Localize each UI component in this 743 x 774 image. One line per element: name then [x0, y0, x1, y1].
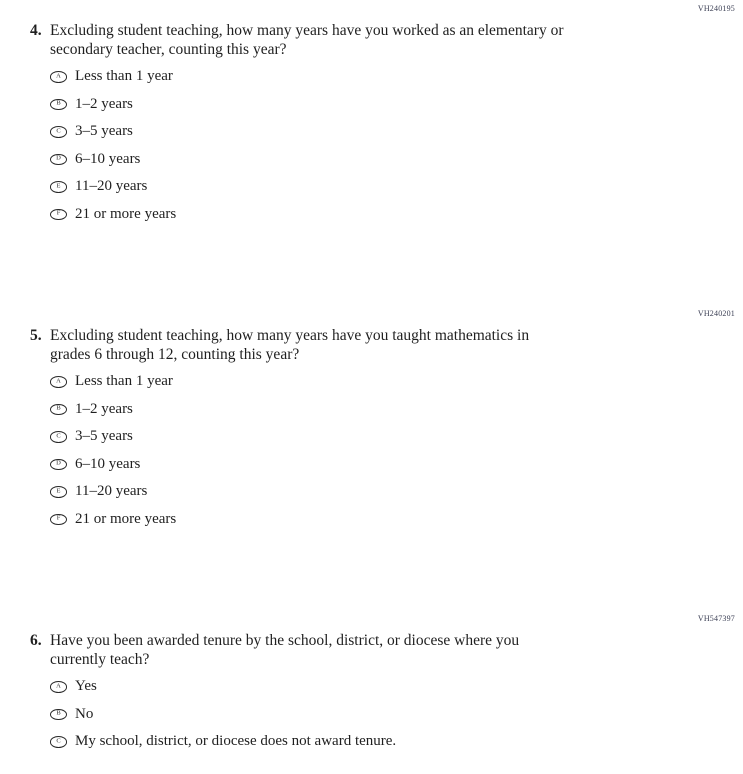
option-letter: C — [56, 127, 61, 134]
option-letter: A — [56, 72, 61, 79]
option-letter: A — [56, 682, 61, 689]
option-letter: F — [56, 209, 61, 217]
option-bubble-icon[interactable] — [50, 459, 67, 471]
answer-option[interactable] — [50, 173, 176, 201]
answer-option[interactable] — [50, 368, 176, 396]
option-label: 21 or more years — [75, 205, 177, 222]
answer-option[interactable] — [50, 146, 176, 174]
answer-option[interactable] — [50, 506, 176, 534]
answer-options — [50, 368, 176, 533]
answer-option[interactable] — [50, 396, 176, 424]
accession-code: VH240201 — [697, 309, 735, 318]
option-label: 6–10 years — [75, 455, 141, 472]
question-4 — [30, 21, 564, 59]
option-label: My school, district, or diocese does not award tenure. — [75, 733, 397, 750]
answer-option[interactable] — [50, 118, 176, 146]
answer-option[interactable] — [50, 478, 176, 506]
option-letter: B — [56, 709, 61, 717]
option-label: 1–2 years — [75, 95, 133, 112]
option-label: 3–5 years — [75, 428, 133, 445]
answer-option[interactable] — [50, 673, 396, 701]
answer-options — [50, 673, 396, 756]
option-bubble-icon[interactable] — [50, 709, 67, 721]
option-label: No — [75, 705, 94, 722]
question-number: 6. — [30, 632, 42, 649]
option-bubble-icon[interactable] — [50, 209, 67, 221]
option-label: Less than 1 year — [75, 68, 173, 85]
question-5 — [30, 326, 529, 364]
option-letter: B — [56, 99, 61, 107]
accession-code: VH547397 — [697, 614, 735, 623]
option-label: 11–20 years — [75, 178, 148, 195]
option-letter: D — [56, 154, 61, 162]
accession-code: VH240195 — [697, 4, 735, 13]
question-6 — [30, 631, 519, 669]
option-letter: E — [56, 487, 61, 494]
option-bubble-icon[interactable] — [50, 71, 67, 83]
question-text-line: currently teach? — [50, 651, 150, 668]
question-number: 4. — [30, 22, 42, 39]
option-bubble-icon[interactable] — [50, 514, 67, 526]
question-text — [50, 326, 529, 364]
option-label: Yes — [75, 678, 97, 695]
option-bubble-icon[interactable] — [50, 376, 67, 388]
option-bubble-icon[interactable] — [50, 736, 67, 748]
option-label: 6–10 years — [75, 150, 141, 167]
question-number: 5. — [30, 327, 42, 344]
answer-option[interactable] — [50, 201, 176, 229]
option-label: 21 or more years — [75, 510, 177, 527]
option-label: 1–2 years — [75, 400, 133, 417]
option-label: 11–20 years — [75, 483, 148, 500]
option-letter: C — [56, 432, 61, 439]
answer-option[interactable] — [50, 63, 176, 91]
answer-option[interactable] — [50, 451, 176, 479]
option-bubble-icon[interactable] — [50, 431, 67, 443]
question-text-line: grades 6 through 12, counting this year? — [50, 346, 300, 363]
question-text-line: Excluding student teaching, how many years have you worked as an elementary or — [50, 22, 564, 39]
answer-option[interactable] — [50, 423, 176, 451]
option-bubble-icon[interactable] — [50, 154, 67, 166]
answer-option[interactable] — [50, 728, 396, 756]
option-bubble-icon[interactable] — [50, 681, 67, 693]
option-bubble-icon[interactable] — [50, 126, 67, 138]
answer-option[interactable] — [50, 701, 396, 729]
option-letter: C — [56, 737, 61, 744]
question-text-line: Have you been awarded tenure by the school, district, or diocese where you — [50, 632, 520, 649]
option-bubble-icon[interactable] — [50, 99, 67, 111]
option-letter: A — [56, 377, 61, 384]
question-text-line: secondary teacher, counting this year? — [50, 41, 287, 58]
option-label: 3–5 years — [75, 123, 133, 140]
answer-options — [50, 63, 176, 228]
answer-option[interactable] — [50, 91, 176, 119]
option-letter: B — [56, 404, 61, 412]
option-letter: F — [56, 514, 61, 522]
option-letter: D — [56, 459, 61, 467]
option-bubble-icon[interactable] — [50, 404, 67, 416]
question-text — [50, 631, 519, 669]
question-text — [50, 21, 564, 59]
option-letter: E — [56, 182, 61, 189]
option-bubble-icon[interactable] — [50, 486, 67, 498]
question-text-line: Excluding student teaching, how many years have you taught mathematics in — [50, 327, 530, 344]
option-bubble-icon[interactable] — [50, 181, 67, 193]
option-label: Less than 1 year — [75, 373, 173, 390]
